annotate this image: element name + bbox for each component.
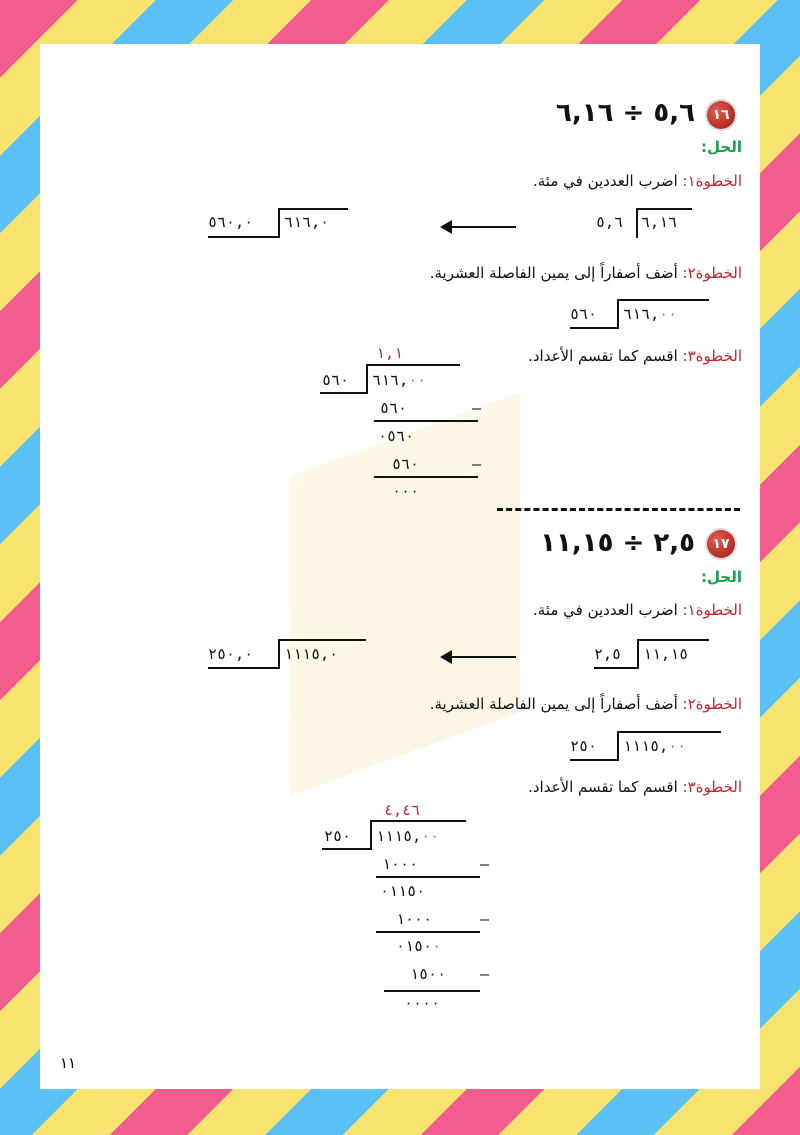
ex16-zeros-bracket: [617, 299, 619, 329]
ex17-long-divisor: ٢٥٠: [324, 827, 352, 845]
step3-text: اقسم كما تقسم الأعداد.: [528, 347, 683, 365]
ex16-zeros-dividend: [623, 305, 677, 323]
ex17-zeros-bracket: [617, 731, 619, 761]
remainder-added-zero: ٠: [432, 937, 442, 955]
exercise-16-step3: [528, 347, 742, 365]
ex16-rule-1: [374, 420, 478, 422]
step2-label: الخطوة٢:: [682, 695, 742, 713]
exercise-17-step1: [533, 601, 742, 619]
ex17-minus-sign-1: –: [480, 855, 493, 873]
exercise-16-step1: [533, 172, 742, 190]
ex16-rule-2: [374, 476, 478, 478]
ex16-long-divisor: ٥٦٠: [322, 371, 350, 389]
ex17-rule-1: [376, 876, 480, 878]
ex16-quotient: ١,١: [376, 344, 404, 362]
dividend-main: ١١١٥,: [623, 737, 669, 755]
ex16-before-divisor: ٥,٦: [596, 213, 624, 231]
ex17-before-bracket: [637, 639, 639, 669]
ex16-subtract-2: ٥٦٠: [392, 455, 420, 473]
ex16-after-bracket: [278, 208, 280, 238]
watermark-logo: [290, 392, 520, 796]
ex16-long-bracket: [366, 364, 368, 394]
ex17-rule-2: [376, 931, 480, 933]
dividend-added-zeros: ٠٠: [408, 371, 427, 389]
dividend-added-zeros: ٠٠: [421, 827, 440, 845]
exercise-16-badge: ١٦: [707, 101, 735, 129]
ex16-long-dividend: [372, 371, 426, 389]
dividend-main: ١١١٥,: [376, 827, 422, 845]
ex16-after-divisor: ٥٦٠,٠: [208, 213, 254, 231]
ex17-rule-3: [384, 990, 480, 992]
ex17-subtract-3: ١٥٠٠: [410, 965, 447, 983]
ex16-zeros-bar: [617, 299, 709, 301]
exercise-17-step3: [528, 778, 742, 796]
exercise-16-problem: ٥,٦ ÷ ٦,١٦: [556, 98, 695, 128]
ex17-remainder-2: [396, 937, 441, 955]
exercise-17-step2: [430, 695, 742, 713]
ex17-after-underline: [208, 667, 278, 669]
ex16-minus-sign-1: –: [472, 399, 485, 417]
ex16-remainder-1: ٠٥٦٠: [378, 427, 415, 445]
ex17-long-dividend: [376, 827, 439, 845]
ex17-after-bar: [278, 639, 366, 641]
dividend-main: ٦١٦,: [623, 305, 660, 323]
ex16-subtract-1: ٥٦٠: [380, 399, 408, 417]
dividend-added-zeros: ٠٠: [668, 737, 687, 755]
ex17-subtract-1: ١٠٠٠: [382, 855, 419, 873]
ex17-after-dividend: ١١١٥,٠: [284, 645, 339, 663]
ex17-subtract-2: ١٠٠٠: [396, 910, 433, 928]
ex16-minus-sign-2: –: [472, 455, 485, 473]
step2-label: الخطوة٢:: [682, 264, 742, 282]
ex16-remainder-2: ٠٠٠: [392, 482, 420, 500]
step1-label: الخطوة١:: [682, 601, 742, 619]
ex17-before-bar: [637, 639, 709, 641]
dividend-added-zeros: ٠٠: [659, 305, 678, 323]
arrow-left-icon: [442, 226, 516, 228]
ex16-before-bracket: [636, 208, 638, 238]
ex17-quotient: ٤,٤٦: [384, 801, 421, 819]
ex17-after-divisor: ٢٥٠,٠: [208, 645, 254, 663]
step3-label: الخطوة٣:: [682, 347, 742, 365]
ex16-before-bar: [636, 208, 692, 210]
ex17-before-dividend: ١١,١٥: [643, 645, 689, 663]
exercise-16-solution-label: الحل:: [701, 138, 742, 156]
ex17-minus-sign-2: –: [480, 910, 493, 928]
ex17-zeros-dividend: [623, 737, 686, 755]
exercise-17-solution-label: الحل:: [701, 568, 742, 586]
ex16-before-dividend: ٦,١٦: [641, 213, 678, 231]
ex16-zeros-underline: [570, 327, 617, 329]
step3-label: الخطوة٣:: [682, 778, 742, 796]
ex17-long-bracket: [370, 820, 372, 850]
ex17-long-bar: [370, 820, 466, 822]
step2-text: أضف أصفاراً إلى يمين الفاصلة العشرية.: [429, 264, 683, 282]
arrow-left-icon: [442, 656, 516, 658]
dividend-main: ٦١٦,: [372, 371, 409, 389]
step1-label: الخطوة١:: [682, 172, 742, 190]
ex16-after-bar: [278, 208, 348, 210]
ex17-long-underline: [322, 848, 370, 850]
ex16-after-dividend: ٦١٦,٠: [284, 213, 330, 231]
exercise-17-problem: ٢,٥ ÷ ١١,١٥: [540, 528, 695, 558]
ex16-after-underline: [208, 236, 278, 238]
ex17-minus-sign-3: –: [480, 965, 493, 983]
ex17-before-underline: [594, 667, 637, 669]
exercise-17-badge: ١٧: [707, 530, 735, 558]
ex16-long-underline: [320, 392, 366, 394]
ex16-long-bar: [366, 364, 460, 366]
step2-text: أضف أصفاراً إلى يمين الفاصلة العشرية.: [429, 695, 683, 713]
exercise-16-step2: [430, 264, 742, 282]
remainder-main: ٠١٥٠: [396, 937, 433, 955]
ex17-zeros-divisor: ٢٥٠: [570, 737, 598, 755]
step1-text: اضرب العددين في مئة.: [532, 601, 683, 619]
section-separator: [497, 508, 740, 511]
step3-text: اقسم كما تقسم الأعداد.: [528, 778, 683, 796]
ex17-zeros-underline: [570, 759, 617, 761]
ex17-remainder-1: ٠١١٥٠: [380, 882, 426, 900]
page-number: ١١: [60, 1054, 77, 1072]
ex17-before-divisor: ٢,٥: [594, 645, 622, 663]
step1-text: اضرب العددين في مئة.: [532, 172, 683, 190]
ex16-zeros-divisor: ٥٦٠: [570, 305, 598, 323]
ex17-remainder-3: ٠٠٠٠: [404, 994, 441, 1012]
ex17-after-bracket: [278, 639, 280, 669]
ex17-zeros-bar: [617, 731, 721, 733]
